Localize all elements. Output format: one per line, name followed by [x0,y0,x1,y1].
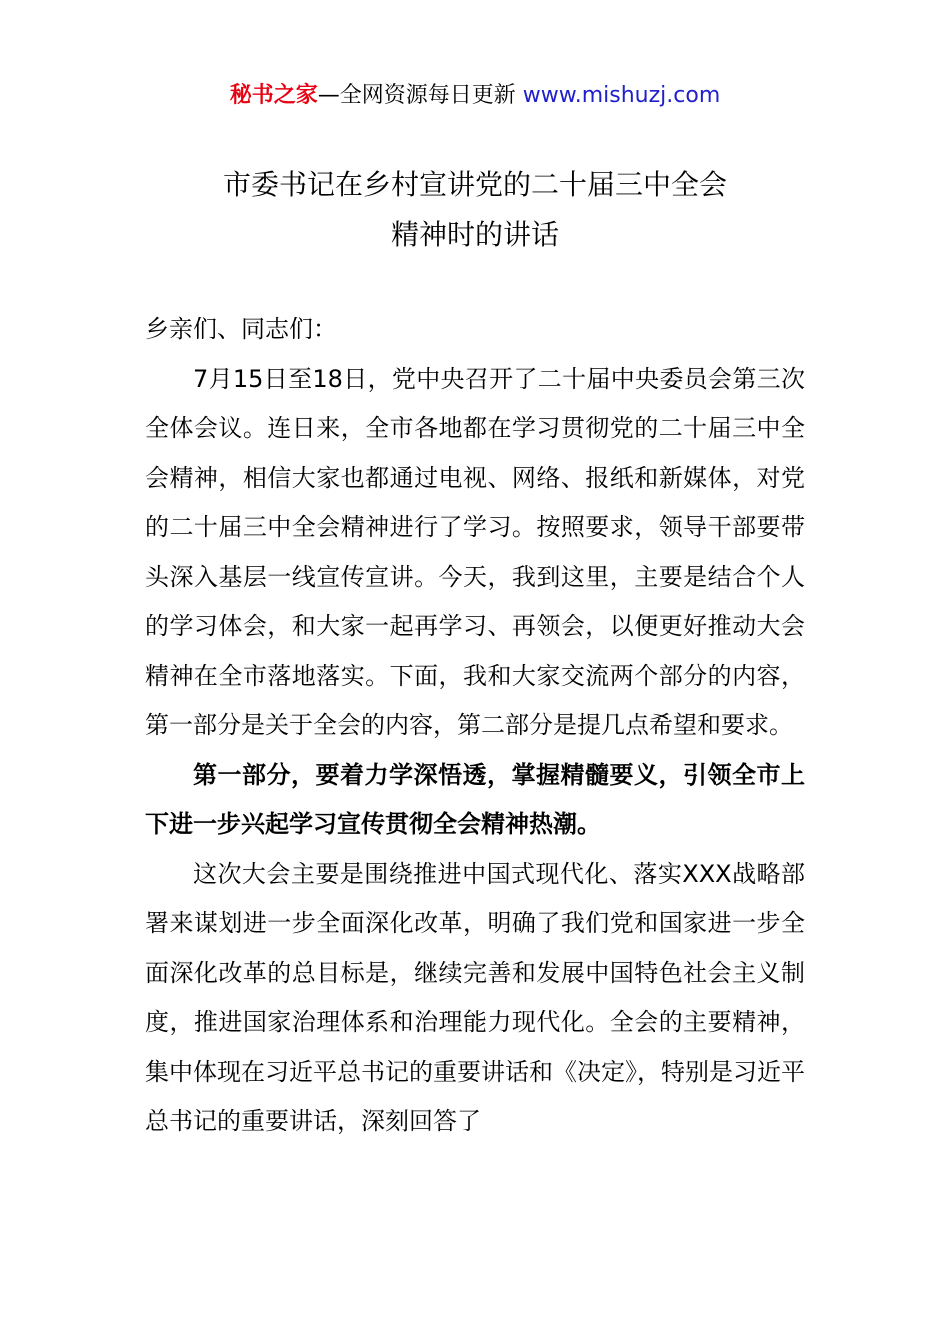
site-tagline: —全网资源每日更新 [317,83,523,108]
site-url-link[interactable]: www.mishuzj.com [522,83,721,108]
section-heading-part-one: 第一部分，要着力学深悟透，掌握精髓要义，引领全市上下进一步兴起学习宣传贯彻全会精神热潮。 [145,760,805,838]
document-title [0,160,950,260]
document-body [145,305,805,1147]
paragraph-intro: 7月15日至18日，党中央召开了二十届中央委员会第三次全体会议。连日来，全市各地都在学习贯彻党的二十届三中全会精神，相信大家也都通过电视、网络、报纸和新媒体，对党的二十届三中全会精神进行了学习。按照要求，领导干部要带头深入基层一线宣传宣讲。今天，我到这里，主要是结合个人的学习体会，和大家一起再学习、再领会，以便更好推动大会精神在全市落地落实。下面，我和大家交流两个部分的内容，第一部分是关于全会的内容，第二部分是提几点希望和要求。 [145,364,805,739]
site-header [0,80,950,112]
title-line-2: 精神时的讲话 [390,218,559,251]
title-line-1: 市委书记在乡村宣讲党的二十届三中全会 [222,168,727,201]
paragraph-part-one: 这次大会主要是围绕推进中国式现代化、落实XXX战略部署来谋划进一步全面深化改革，明确了我们党和国家进一步全面深化改革的总目标是，继续完善和发展中国特色社会主义制度，推进国家治理体系和治理能力现代化。全会的主要精神，集中体现在习近平总书记的重要讲话和《决定》，特别是习近平总书记的重要讲话，深刻回答了 [145,859,805,1135]
salutation: 乡亲们、同志们： [145,315,337,343]
site-brand: 秘书之家 [229,83,318,108]
